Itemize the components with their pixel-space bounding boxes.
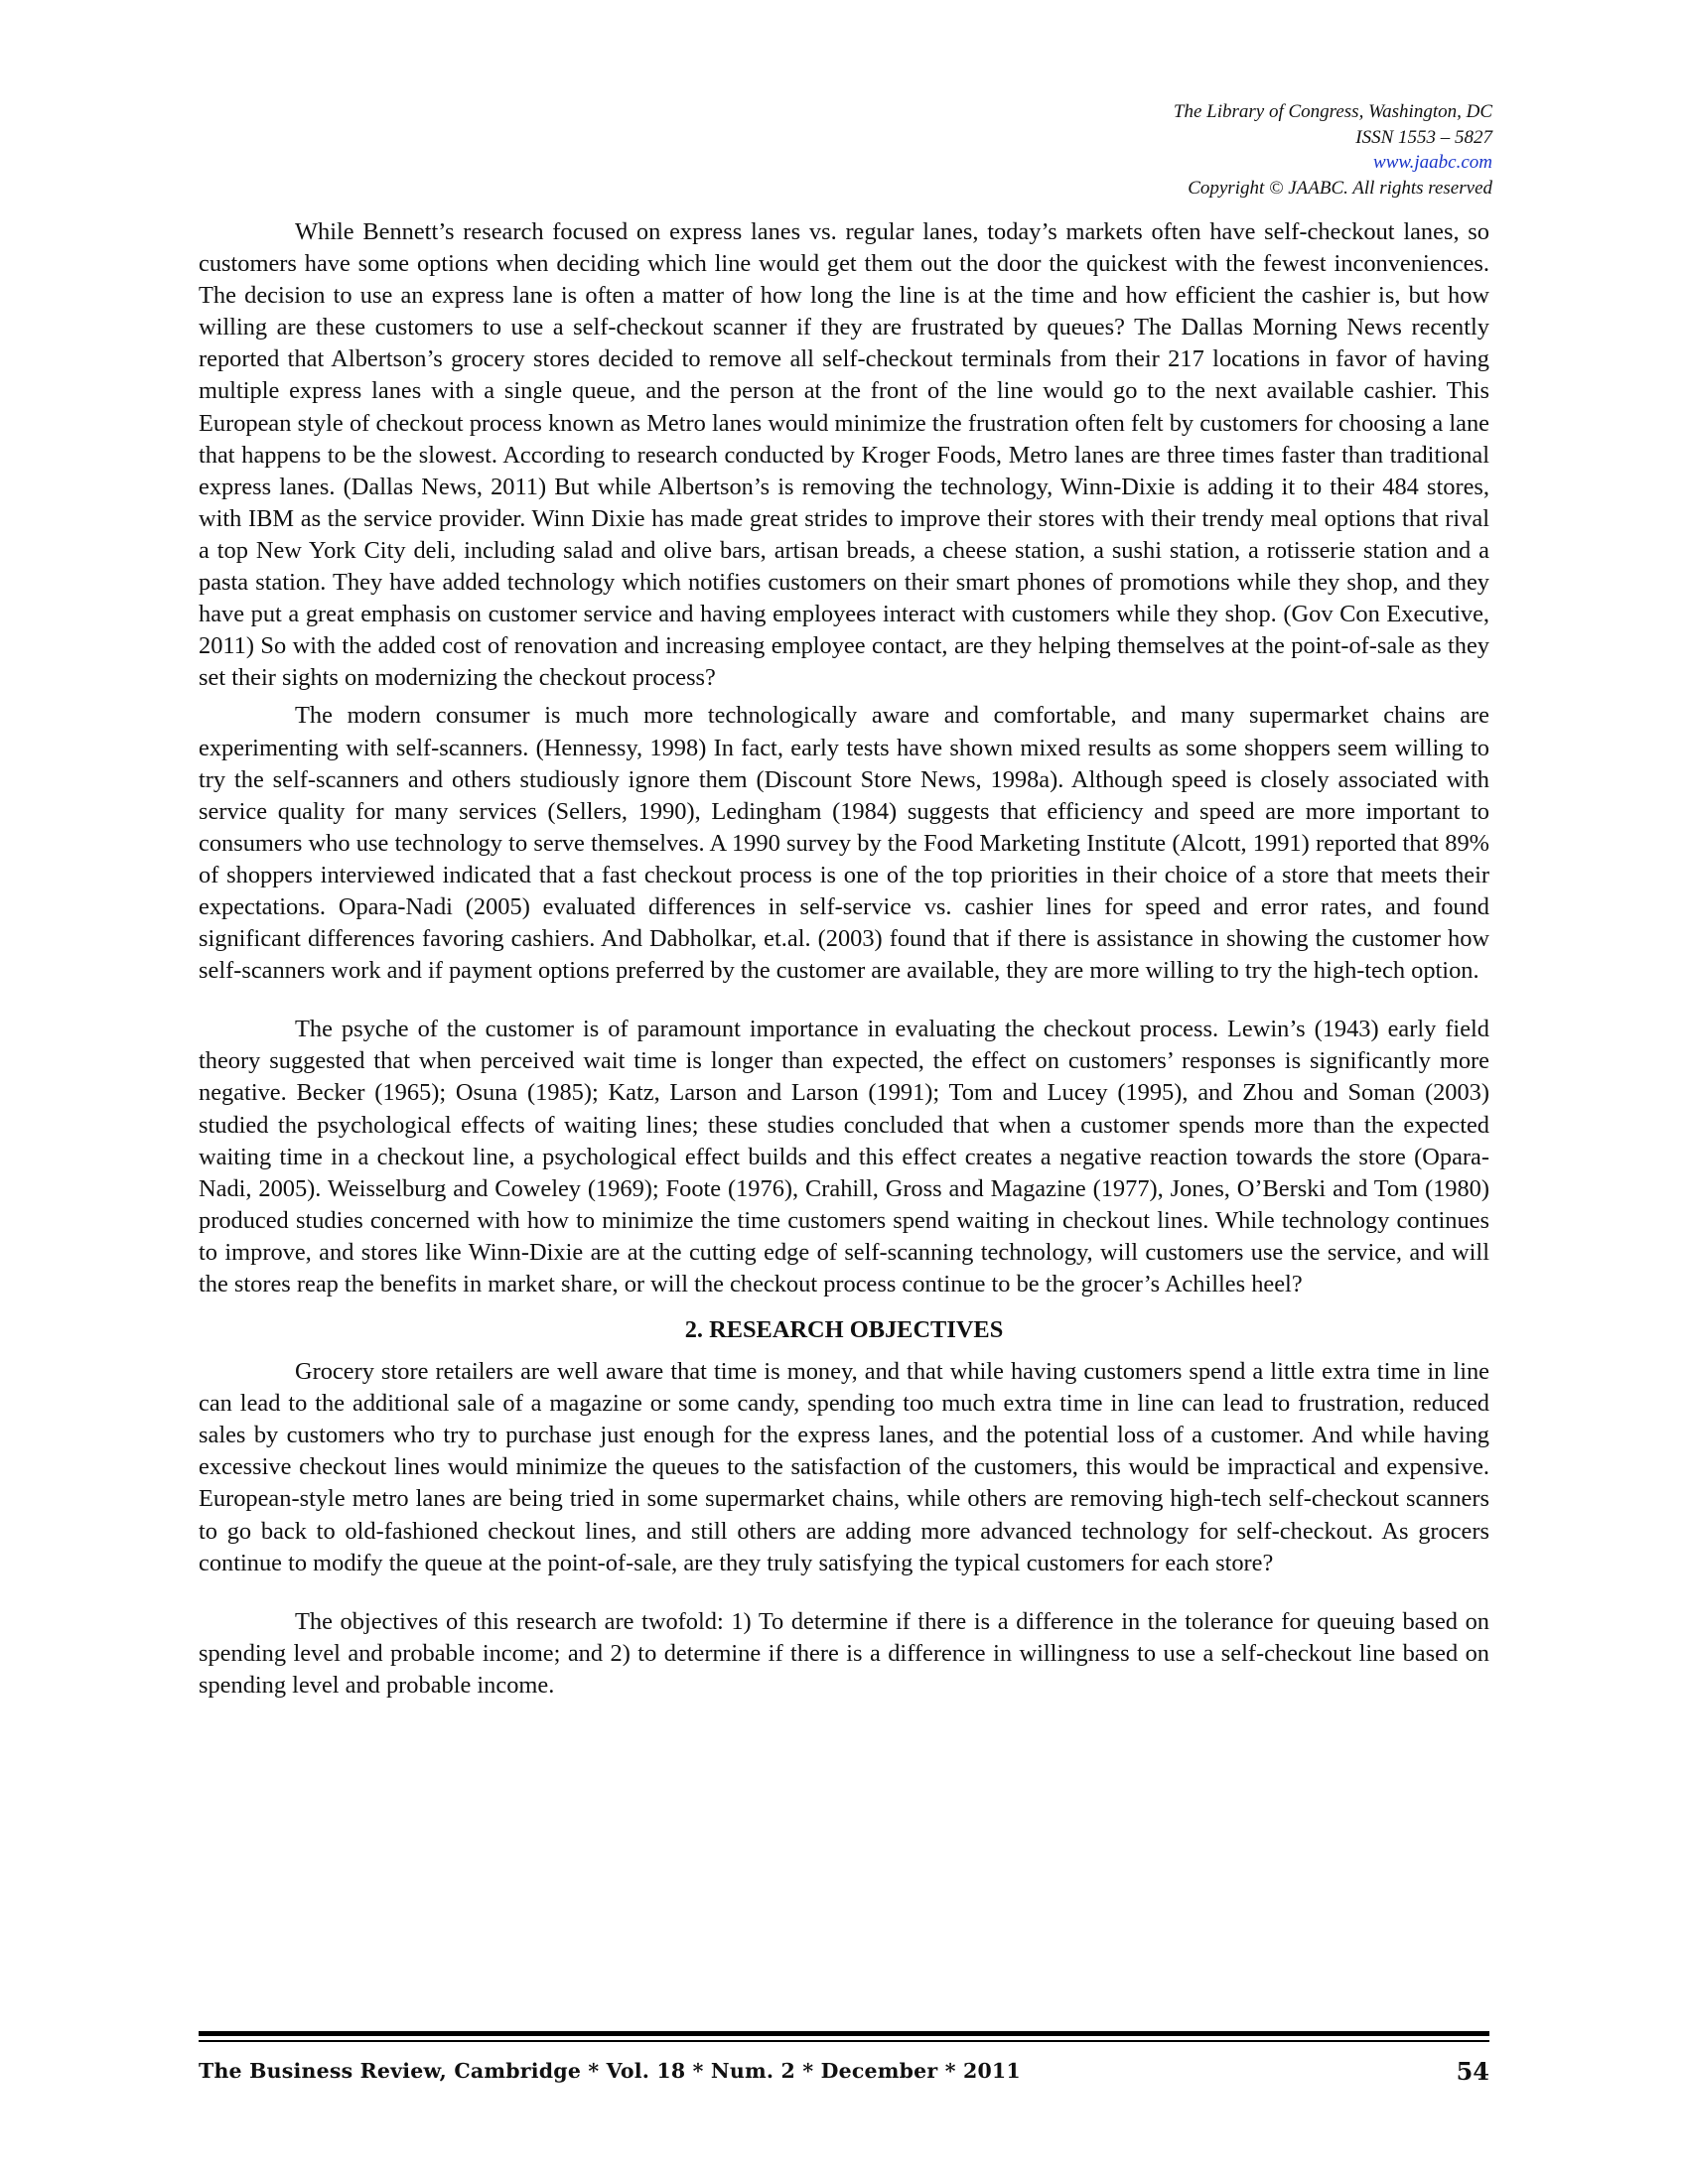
header-library-line: The Library of Congress, Washington, DC [1173, 101, 1492, 122]
footer-rule-thin [199, 2040, 1489, 2042]
header-website-link[interactable]: www.jaabc.com [1373, 152, 1492, 173]
footer-journal-citation: The Business Review, Cambridge * Vol. 18 * Num. 2 * December * 2011 [199, 2059, 1021, 2083]
body-paragraph-5: The objectives of this research are twofold: 1) To determine if there is a difference in the tolerance for queuing based on spending level and probable income; and 2) to determine if there is a difference in willingness to use a self-checkout line based on spending level and probable income. [199, 1607, 1489, 1699]
article-body [199, 216, 1489, 1702]
body-paragraph-2: The modern consumer is much more technologically aware and comfortable, and many supermarket chains are experimenting with self-scanners. (Hennessy, 1998) In fact, early tests have shown mixed results as some shoppers seem willing to try the self-scanners and others studiously ignore them (Discount Store News, 1998a). Although speed is closely associated with service quality for many services (Sellers, 1990), Ledingham (1984) suggests that efficiency and speed are more important to consumers who use technology to serve themselves. A 1990 survey by the Food Marketing Institute (Alcott, 1991) reported that 89% of shoppers interviewed indicated that a fast checkout process is one of the top priorities in their choice of a store that meets their expectations. Opara-Nadi (2005) evaluated differences in self-service vs. cashier lines for speed and error rates, and found significant differences favoring cashiers. And Dabholkar, et.al. (2003) found that if there is assistance in showing the customer how self-scanners work and if payment options preferred by the customer are available, they are more willing to try the high-tech option. [199, 702, 1489, 985]
running-header [1174, 99, 1492, 201]
section-heading-research-objectives: 2. RESEARCH OBJECTIVES [684, 1316, 1004, 1344]
body-paragraph-1: While Bennett’s research focused on express lanes vs. regular lanes, today’s markets often have self-checkout lanes, so customers have some options when deciding which line would get them out the door the quickest with the fewest inconveniences. The decision to use an express lane is often a matter of how long the line is at the time and how efficient the cashier is, but how willing are these customers to use a self-checkout scanner if they are frustrated by queues? The Dallas Morning News recently reported that Albertson’s grocery stores decided to remove all self-checkout terminals from their 217 locations in favor of having multiple express lanes with a single queue, and the person at the front of the line would go to the next available cashier. This European style of checkout process known as Metro lanes would minimize the frustration often felt by customers for choosing a lane that happens to be the slowest. According to research conducted by Kroger Foods, Metro lanes are three times faster than traditional express lanes. (Dallas News, 2011) But while Albertson’s is removing the technology, Winn-Dixie is adding it to their 484 stores, with IBM as the service provider. Winn Dixie has made great strides to improve their stores with their trendy meal options that rival a top New York City deli, including salad and olive bars, artisan breads, a cheese station, a sushi station, a rotisserie station and a pasta station. They have added technology which notifies customers on their smart phones of promotions while they shop, and they have put a great emphasis on customer service and having employees interact with customers while they shop. (Gov Con Executive, 2011) So with the added cost of renovation and increasing employee contact, are they helping themselves at the point-of-sale as they set their sights on modernizing the checkout process? [199, 218, 1489, 692]
header-copyright-line: Copyright © JAABC. All rights reserved [1188, 177, 1492, 199]
body-paragraph-4: Grocery store retailers are well aware that time is money, and that while having customers spend a little extra time in line can lead to the additional sale of a magazine or some candy, spending too much extra time in line can lead to frustration, reduced sales by customers who try to purchase just enough for the express lanes, and the potential loss of a customer. And while having excessive checkout lines would minimize the queues to the satisfaction of the customers, this would be impractical and expensive. European-style metro lanes are being tried in some supermarket chains, while others are removing high-tech self-checkout scanners to go back to old-fashioned checkout lines, and still others are adding more advanced technology for self-checkout. As grocers continue to modify the queue at the point-of-sale, are they truly satisfying the typical customers for each store? [199, 1358, 1489, 1576]
header-issn-line: ISSN 1553 – 5827 [1355, 126, 1492, 148]
footer-rule-thick [199, 2031, 1489, 2036]
body-paragraph-3: The psyche of the customer is of paramount importance in evaluating the checkout process. Lewin’s (1943) early field theory suggested that when perceived wait time is longer than expected, the effect on customers’ responses is significantly more negative. Becker (1965); Osuna (1985); Katz, Larson and Larson (1991); Tom and Lucey (1995), and Zhou and Soman (2003) studied the psychological effects of waiting lines; these studies concluded that when a customer spends more than the expected waiting time in a checkout line, a psychological effect builds and this effect creates a negative reaction towards the store (Opara-Nadi, 2005). Weisselburg and Coweley (1969); Foote (1976), Crahill, Gross and Magazine (1977), Jones, O’Berski and Tom (1980) produced studies concerned with how to minimize the time customers spend waiting in checkout lines. While technology continues to improve, and stores like Winn-Dixie are at the cutting edge of self-scanning technology, will customers use the service, and will the stores reap the benefits in market share, or will the checkout process continue to be the grocer’s Achilles heel? [199, 1016, 1489, 1297]
footer-page-number: 54 [1456, 2057, 1489, 2086]
